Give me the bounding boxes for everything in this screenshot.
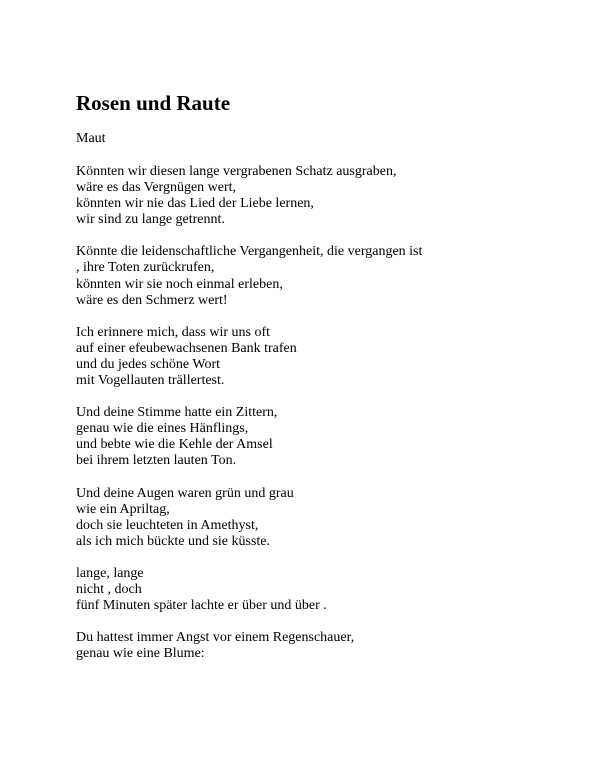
stanza — [76, 244, 576, 308]
poem-line: und bebte wie die Kehle der Amsel — [76, 437, 273, 453]
poem-line: Und deine Augen waren grün und grau — [76, 485, 294, 501]
poem-line: mit Vogellauten trällertest. — [76, 373, 225, 389]
stanza — [76, 486, 576, 550]
poem-line: bei ihrem letzten lauten Ton. — [76, 453, 237, 469]
stanza — [76, 405, 576, 469]
poem-line: als ich mich bückte und sie küsste. — [76, 533, 271, 549]
stanza — [76, 566, 576, 614]
poem-line: wäre es das Vergnügen wert, — [76, 180, 237, 196]
poem-line: Ich erinnere mich, dass wir uns oft — [76, 324, 270, 340]
poem-line: Du hattest immer Angst vor einem Regenschauer, — [76, 630, 355, 646]
poem-line: nicht , doch — [76, 581, 142, 597]
poem-subtitle: Maut — [76, 131, 106, 146]
stanza — [76, 630, 576, 662]
stanza — [76, 325, 576, 389]
poem-line: doch sie leuchteten in Amethyst, — [76, 517, 259, 533]
poem-line: und du jedes schöne Wort — [76, 356, 221, 372]
poem-line: wäre es den Schmerz wert! — [76, 292, 228, 308]
poem-line: lange, lange — [76, 565, 144, 581]
poem-line: genau wie die eines Hänflings, — [76, 421, 249, 437]
poem-line: fünf Minuten später lachte er über und über . — [76, 598, 327, 614]
poem-line: genau wie eine Blume: — [76, 646, 205, 662]
poem-body — [76, 164, 576, 678]
stanza — [76, 164, 576, 228]
poem-line: wir sind zu lange getrennt. — [76, 212, 225, 228]
poem-line: könnten wir nie das Lied der Liebe lernen, — [76, 196, 314, 212]
poem-line: , ihre Toten zurückrufen, — [76, 260, 215, 276]
poem-line: Und deine Stimme hatte ein Zittern, — [76, 405, 278, 421]
poem-line: wie ein Apriltag, — [76, 501, 170, 517]
poem-line: Könnten wir diesen lange vergrabenen Schatz ausgraben, — [76, 164, 397, 179]
poem-line: könnten wir sie noch einmal erleben, — [76, 276, 283, 292]
poem-line: auf einer efeubewachsenen Bank trafen — [76, 340, 297, 356]
poem-line: Könnte die leidenschaftliche Vergangenheit, die vergangen ist — [76, 244, 423, 260]
poem-title: Rosen und Raute — [76, 91, 231, 115]
